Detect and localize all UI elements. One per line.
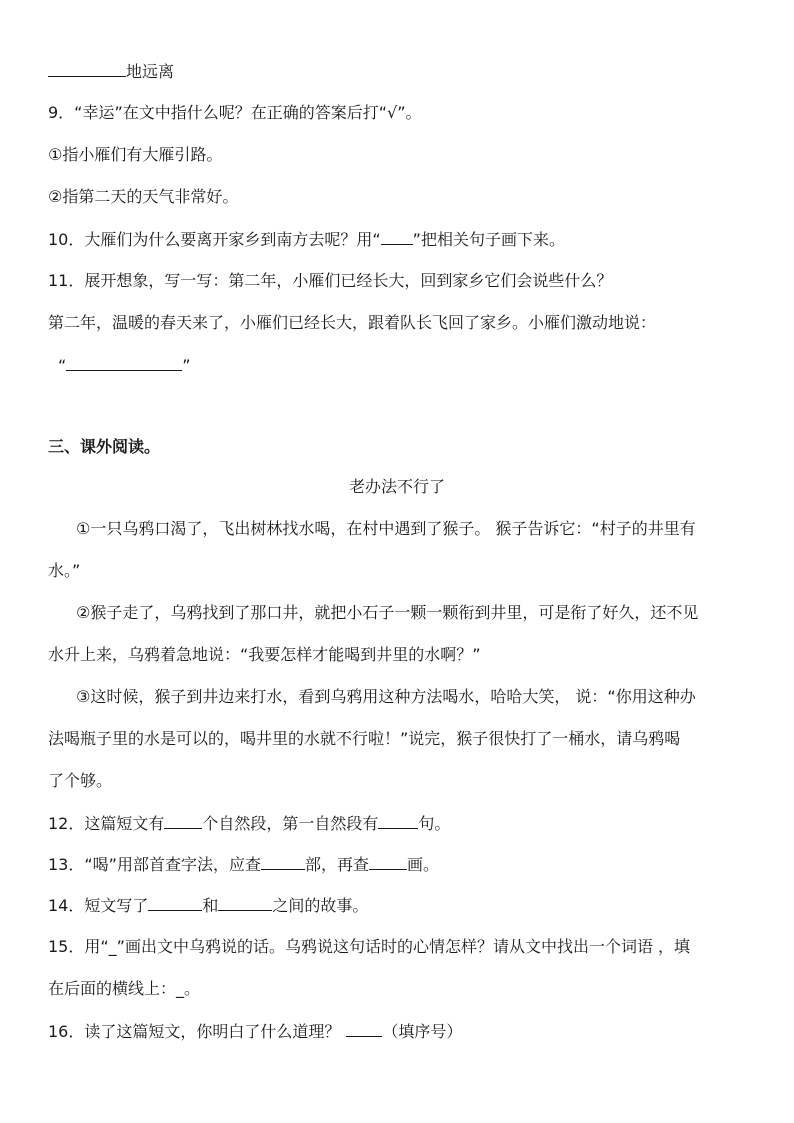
q14-text-b: 和 (202, 896, 219, 915)
question-9: 9．“幸运”在文中指什么呢？在正确的答案后打“√”。 (48, 103, 422, 122)
question-16 (48, 1020, 462, 1043)
answer-blank[interactable] (66, 354, 182, 371)
q12-text-c: 句。 (418, 814, 451, 833)
passage-title: 老办法不行了 (348, 477, 445, 496)
answer-blank[interactable] (164, 812, 202, 829)
q8-answer-line (48, 60, 174, 83)
q12-text-b: 个自然段，第一自然段有 (202, 814, 379, 833)
answer-blank[interactable] (218, 894, 272, 911)
q16-text-a: 16．读了这篇短文，你明白了什么道理？ (48, 1022, 341, 1041)
question-14 (48, 894, 368, 917)
question-12 (48, 812, 450, 835)
q13-text-a: 13．“喝”用部首查字法，应查 (48, 855, 261, 874)
q10-text-after: ”把相关句子画下来。 (412, 230, 565, 249)
answer-blank[interactable] (346, 1020, 382, 1037)
passage-p1-line1: ①一只乌鸦口渴了，飞出树林找水喝，在村中遇到了猴子。 猴子告诉它：“村子的井里有 (76, 519, 696, 538)
passage-p3-line2: 法喝瓶子里的水是可以的，喝井里的水就不行啦！”说完，猴子很快打了一桶水，请乌鸦喝 (48, 729, 681, 748)
question-11: 11．展开想象，写一写：第二年，小雁们已经长大，回到家乡它们会说些什么？ (48, 271, 613, 290)
passage-p3-line1: ③这时候，猴子到井边来打水，看到乌鸦用这种方法喝水，哈哈大笑， 说：“你用这种办 (76, 687, 696, 706)
passage-p2-line1: ②猴子走了，乌鸦找到了那口井，就把小石子一颗一颗衔到井里，可是衔了好久，还不见 (76, 603, 699, 622)
passage-p1-line2: 水。” (48, 561, 81, 580)
q8-tail-text: 地远离 (126, 62, 175, 81)
q14-text-c: 之间的故事。 (272, 896, 369, 915)
answer-blank[interactable] (378, 812, 418, 829)
passage-p2-line2: 水升上来，乌鸦着急地说：“我要怎样才能喝到井里的水啊？” (48, 645, 481, 664)
question-13 (48, 853, 439, 876)
question-15-line1: 15．用“_”画出文中乌鸦说的话。乌鸦说这句话时的心情怎样？请从文中找出一个词语 ，填 (48, 937, 691, 956)
q13-text-b: 部，再查 (304, 855, 369, 874)
q10-text-before: 10．大雁们为什么要离开家乡到南方去呢？用“ (48, 230, 381, 249)
open-quote: “ (58, 356, 67, 375)
q11-answer-line (58, 354, 191, 377)
section-heading: 三、课外阅读。 (48, 437, 161, 456)
question-10 (48, 228, 565, 251)
q9-option-1: ①指小雁们有大雁引路。 (48, 145, 223, 164)
answer-blank[interactable] (261, 853, 305, 870)
q12-text-a: 12．这篇短文有 (48, 814, 165, 833)
q16-text-b: （填序号） (382, 1022, 463, 1041)
q14-text-a: 14．短文写了 (48, 896, 149, 915)
passage-p3-line3: 了个够。 (48, 771, 113, 790)
answer-blank[interactable] (48, 60, 126, 77)
answer-blank[interactable] (148, 894, 202, 911)
close-quote: ” (182, 356, 191, 375)
question-15-line2: 在后面的横线上：_。 (48, 979, 201, 998)
answer-blank[interactable] (369, 853, 407, 870)
answer-blank[interactable] (381, 228, 413, 245)
q9-option-2: ②指第二天的天气非常好。 (48, 187, 239, 206)
q11-context: 第二年，温暖的春天来了，小雁们已经长大，跟着队长飞回了家乡。小雁们激动地说： (48, 313, 657, 332)
q13-text-c: 画。 (406, 855, 439, 874)
